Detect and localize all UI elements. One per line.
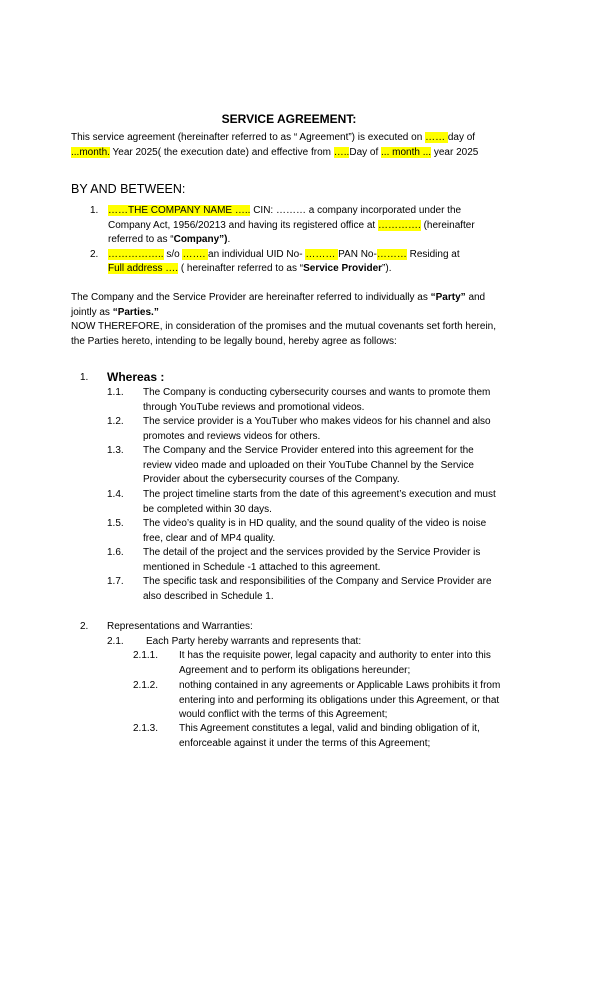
intro-paragraph (71, 131, 541, 160)
pan-blank: ……… (376, 248, 407, 260)
party-number: 2. (90, 248, 99, 260)
representations-heading: Representations and Warranties: (107, 621, 253, 632)
parties-definition-paragraph: The Company and the Service Provider are hereinafter referred to individually as “Party” and jointly as “Parties.” NOW THEREFORE, in consideration of the promises and the mutual covenants set forth herein, the Parties hereto, intending to be legally bound, hereby agree as follows: (71, 292, 497, 347)
by-and-between-heading: BY AND BETWEEN: (71, 182, 186, 196)
section-number: 1. (80, 372, 89, 383)
execution-day-blank: …… (425, 132, 448, 143)
section-number: 2. (80, 621, 89, 632)
party-service-provider: 2. …………….. s/o ……. an individual UID No- ……… PAN No-……… Residing at Full address …. ( hereinafter referred to as “Service Provider”). (90, 248, 460, 274)
party-company: 1. ……THE COMPANY NAME ….. CIN: ……… a company incorporated under the Company Act, 1956/20213 and having its registered office at …………. (hereinafter referred to as “Company”). (90, 205, 475, 245)
whereas-heading: Whereas : (107, 370, 165, 384)
intro-line-1: This service agreement (hereinafter referred to as “ Agreement”) is executed on …… day of (71, 132, 476, 143)
company-name-blank: ……THE COMPANY NAME ….. (108, 205, 251, 216)
registered-office-blank: …………. (378, 219, 421, 231)
intro-line-2: ...month. Year 2025( the execution date) and effective from …..Day of ... month ... year 2025 (71, 146, 479, 158)
father-name-blank: ……. (182, 248, 209, 260)
execution-month-blank: ...month. (71, 146, 110, 158)
effective-month-blank: ... month ... (381, 146, 432, 158)
uid-blank: ……… (305, 248, 339, 260)
document-page: SERVICE AGREEMENT: This service agreement (hereinafter referred to as “ Agreement”) is executed on …… day of ...month. Year 2025( the execution date) and effective from …..Day of ... month ... year 2025 BY AND BETWEEN: 1. ……THE COMPANY NAME ….. CIN: ……… a company incorporated under the Company Act, 1956/20213 and having its registered office at …………. (hereinafter referred to as “Company”). 2. …………….. s/o ……. an individual UID No- ……… PAN No-……… Residing at Full address …. ( hereinafter referred to as “Service Provider”). The Company and the Service Provider are hereinafter referred to individually as “Party” and jointly as “Parties.” NOW THEREFORE, in consideration of the promises and the mutual covenants set forth herein, the Parties hereto, intending to be legally bound, hereby agree as follows: 1. Whereas : 1.1. The Company is conducting cybersecurity courses and wants to promote them through YouTube reviews and promotional videos. 1.2. The service provider is a YouTuber who makes videos for his channel and also promotes and reviews videos for others. 1.3. The Company and the Service Provider entered into this agreement for the review video made and uploaded on their YouTube Channel by the Service Provider about the cybersecurity courses of the Company. 1.4. The project timeline starts from the date of this agreement’s execution and must be completed within 30 days. 1.5. The video’s quality is in HD quality, and the sound quality of the video is noise free, clear and of MP4 quality. 1.6. The detail of the project and the services provided by the Service Provider is mentioned in Schedule -1 attached to this agreement. 1.7. The specific task and responsibilities of the Company and Service Provider are also described in Schedule 1. 2. Representations and Warranties: 2.1. Each Party hereby warrants and represents that: 2.1.1. It has the requisite power, legal capacity and authority to enter into this Agreement and to perform its obligations hereunder; 2.1.2. nothing contained in any agreements or Applicable Laws prohibits it from entering into and performing its obligations under this Agreement, or that would conflict with the terms of this Agreement; 2.1.3. This Agreement constitutes a legal, valid and binding obligation of it, enforceable against it under the terms of this Agreement; (0, 0, 612, 1008)
party-number: 1. (90, 205, 99, 216)
parties-list (90, 204, 530, 277)
provider-name-blank: …………….. (108, 248, 164, 260)
address-blank: Full address …. (108, 263, 179, 274)
effective-day-blank: ….. (333, 146, 350, 158)
document-title: SERVICE AGREEMENT: (221, 112, 357, 126)
